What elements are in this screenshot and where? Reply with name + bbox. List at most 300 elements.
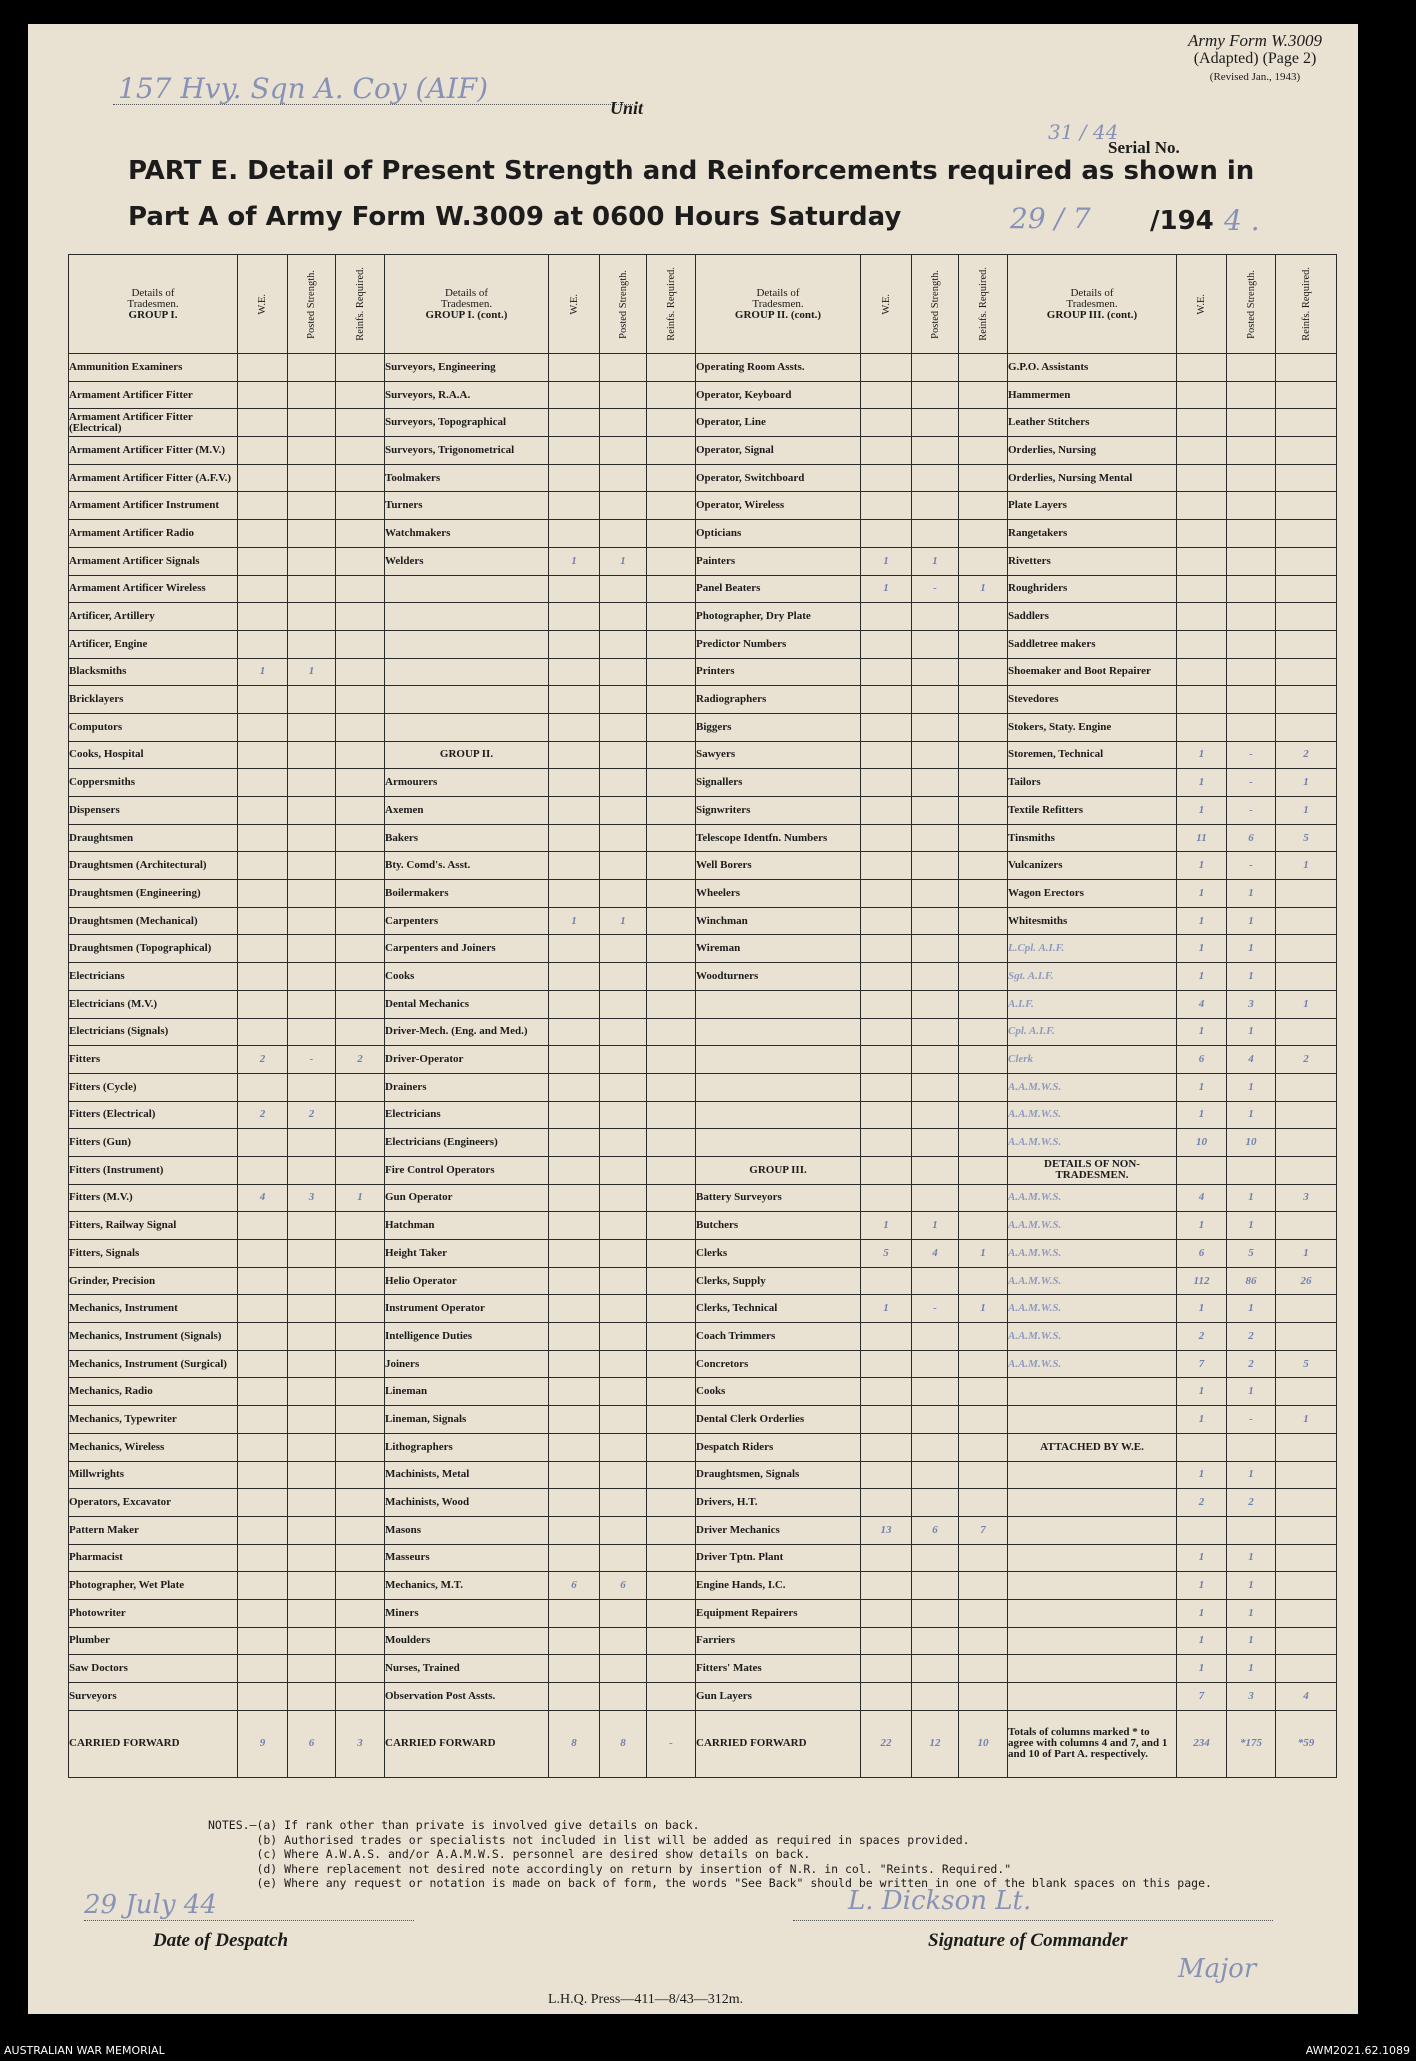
table-row	[69, 1240, 1337, 1268]
trade-label: Fitters' Mates	[696, 1655, 861, 1683]
reinfs-cell	[959, 1433, 1008, 1461]
we-cell	[549, 1599, 600, 1627]
header-text: Posted Strength.	[1245, 269, 1257, 339]
posted-cell	[1227, 713, 1276, 741]
trade-label: Lineman, Signals	[385, 1406, 549, 1434]
reinfs-cell	[959, 1599, 1008, 1627]
header-group-name: GROUP III. (cont.)	[1046, 308, 1138, 321]
reinfs-cell	[959, 1101, 1008, 1129]
table-row	[69, 741, 1337, 769]
we-cell	[549, 852, 600, 880]
we-cell	[861, 520, 912, 548]
trade-label	[696, 1101, 861, 1129]
posted-cell	[912, 1655, 959, 1683]
reinfs-cell	[647, 1572, 696, 1600]
carried-forward-label: CARRIED FORWARD	[696, 1710, 861, 1777]
table-row	[69, 769, 1337, 797]
posted-cell	[288, 852, 336, 880]
trade-label: Armament Artificer Wireless	[69, 575, 238, 603]
we-cell	[549, 1240, 600, 1268]
table-row	[69, 1572, 1337, 1600]
handwritten-note: A.A.M.W.S.	[1008, 1073, 1177, 1101]
posted-cell	[600, 630, 647, 658]
posted-cell: 1	[1227, 1461, 1276, 1489]
reinfs-cell: 1	[1276, 990, 1337, 1018]
reinfs-cell	[959, 520, 1008, 548]
we-cell: 7	[1177, 1683, 1227, 1711]
trade-label: Panel Beaters	[696, 575, 861, 603]
note-line: (d) Where replacement not desired note accordingly on return by insertion of N.R. in col. "Reints. Required."	[208, 1861, 1012, 1876]
we-cell	[861, 1350, 912, 1378]
trade-label: Machinists, Wood	[385, 1489, 549, 1517]
reinfs-cell	[647, 1406, 696, 1434]
reinfs-cell: 2	[336, 1046, 385, 1074]
we-cell	[861, 603, 912, 631]
reinfs-cell	[959, 769, 1008, 797]
trade-label: Fitters, Signals	[69, 1240, 238, 1268]
we-cell	[238, 575, 288, 603]
posted-cell	[288, 769, 336, 797]
trade-label	[385, 658, 549, 686]
posted-cell	[1227, 381, 1276, 409]
trade-label	[1008, 1489, 1177, 1517]
reinfs-cell	[959, 354, 1008, 382]
trade-label: Machinists, Metal	[385, 1461, 549, 1489]
reinfs-cell	[647, 1350, 696, 1378]
we-cell	[861, 1627, 912, 1655]
reinfs-cell	[959, 852, 1008, 880]
reinfs-cell	[336, 1156, 385, 1184]
reinfs-cell	[647, 464, 696, 492]
reinfs-cell	[647, 741, 696, 769]
posted-cell	[600, 464, 647, 492]
posted-cell	[600, 381, 647, 409]
reinfs-cell	[1276, 492, 1337, 520]
reinfs-cell	[336, 797, 385, 825]
table-row	[69, 963, 1337, 991]
we-cell	[549, 658, 600, 686]
posted-cell: 1	[1227, 1101, 1276, 1129]
we-cell	[549, 1350, 600, 1378]
posted-cell	[600, 824, 647, 852]
we-cell: 5	[861, 1240, 912, 1268]
we-cell	[861, 1046, 912, 1074]
we-cell	[238, 1599, 288, 1627]
table-row	[69, 1461, 1337, 1489]
posted-cell	[600, 1129, 647, 1157]
posted-cell: 6	[1227, 824, 1276, 852]
we-cell	[238, 1267, 288, 1295]
trade-label: Height Taker	[385, 1240, 549, 1268]
we-cell: 1	[549, 547, 600, 575]
posted-cell	[600, 1350, 647, 1378]
we-cell	[549, 575, 600, 603]
header-text: Details of	[1070, 286, 1114, 299]
trade-label: Driver-Operator	[385, 1046, 549, 1074]
trade-label: Plate Layers	[1008, 492, 1177, 520]
table-row	[69, 907, 1337, 935]
trade-label: Axemen	[385, 797, 549, 825]
trade-label: Hammermen	[1008, 381, 1177, 409]
table-row	[69, 990, 1337, 1018]
reinfs-cell	[959, 630, 1008, 658]
trade-label: Drivers, H.T.	[696, 1489, 861, 1517]
reinfs-cell	[336, 713, 385, 741]
reinfs-cell	[336, 1599, 385, 1627]
posted-cell	[600, 880, 647, 908]
posted-cell	[1227, 1516, 1276, 1544]
trade-label: Lithographers	[385, 1433, 549, 1461]
posted-cell: 2	[1227, 1350, 1276, 1378]
trade-label: Armament Artificer Fitter (A.F.V.)	[69, 464, 238, 492]
form-ref-line-1: Army Form W.3009	[1188, 31, 1322, 50]
notes-block	[208, 1818, 1212, 1891]
table-row	[69, 464, 1337, 492]
trade-label: Observation Post Assts.	[385, 1683, 549, 1711]
posted-cell	[288, 575, 336, 603]
handwritten-note: A.A.M.W.S.	[1008, 1212, 1177, 1240]
we-cell: 2	[238, 1101, 288, 1129]
trade-label	[385, 686, 549, 714]
posted-cell: 2	[1227, 1323, 1276, 1351]
trade-label: Dental Clerk Orderlies	[696, 1406, 861, 1434]
we-cell	[861, 630, 912, 658]
posted-cell	[912, 1461, 959, 1489]
we-cell	[549, 1544, 600, 1572]
signature-rank-handwritten: Major	[1178, 1954, 1257, 1984]
header-text: W.E.	[1196, 293, 1207, 315]
trade-label: Fitters (Cycle)	[69, 1073, 238, 1101]
trade-label: Grinder, Precision	[69, 1267, 238, 1295]
trade-label	[1008, 1655, 1177, 1683]
posted-cell	[600, 1323, 647, 1351]
table-row	[69, 547, 1337, 575]
table-row	[69, 1129, 1337, 1157]
reinfs-cell	[336, 1683, 385, 1711]
posted-cell	[288, 1350, 336, 1378]
posted-cell: 1	[1227, 1073, 1276, 1101]
handwritten-note: A.A.M.W.S.	[1008, 1267, 1177, 1295]
posted-cell: 3	[1227, 1683, 1276, 1711]
posted-cell	[288, 409, 336, 437]
reinfs-cell	[336, 935, 385, 963]
posted-cell	[912, 1599, 959, 1627]
posted-cell	[600, 575, 647, 603]
reinfs-cell	[647, 963, 696, 991]
note-line: (e) Where any request or notation is made on back of form, the words "See Back" should be written in one of the blank spaces on this page.	[208, 1876, 1212, 1890]
we-cell: 2	[238, 1046, 288, 1074]
header-we	[1177, 255, 1227, 354]
we-cell: 1	[861, 1212, 912, 1240]
posted-cell	[1227, 492, 1276, 520]
we-cell	[549, 464, 600, 492]
reinfs-cell	[959, 1544, 1008, 1572]
we-cell	[861, 713, 912, 741]
posted-cell	[288, 492, 336, 520]
posted-cell: -	[288, 1046, 336, 1074]
reinfs-cell	[647, 1267, 696, 1295]
posted-cell	[912, 1572, 959, 1600]
we-cell	[861, 1184, 912, 1212]
reinfs-cell	[336, 575, 385, 603]
we-cell	[549, 713, 600, 741]
we-cell	[861, 1323, 912, 1351]
we-cell	[549, 1406, 600, 1434]
cf-g2c-we: 22	[861, 1710, 912, 1777]
table-row	[69, 1378, 1337, 1406]
posted-cell: 1	[1227, 880, 1276, 908]
posted-cell: 6	[600, 1572, 647, 1600]
trade-label: Hatchman	[385, 1212, 549, 1240]
trade-label: Draughtsmen (Engineering)	[69, 880, 238, 908]
reinfs-cell	[959, 1350, 1008, 1378]
reinfs-cell	[647, 1599, 696, 1627]
reinfs-cell	[1276, 464, 1337, 492]
posted-cell	[600, 1212, 647, 1240]
trade-label: Farriers	[696, 1627, 861, 1655]
posted-cell	[288, 1433, 336, 1461]
we-cell	[861, 880, 912, 908]
trade-label: Driver Mechanics	[696, 1516, 861, 1544]
table-row	[69, 797, 1337, 825]
we-cell	[549, 963, 600, 991]
reinfs-cell: 1	[1276, 1406, 1337, 1434]
despatch-date-handwritten: 29 July 44	[84, 1890, 217, 1920]
trade-label	[1008, 1461, 1177, 1489]
posted-cell: 4	[1227, 1046, 1276, 1074]
serial-label: Serial No.	[1108, 138, 1180, 157]
trade-label: Armament Artificer Radio	[69, 520, 238, 548]
reinfs-cell	[647, 603, 696, 631]
posted-cell: 4	[912, 1240, 959, 1268]
we-cell	[238, 437, 288, 465]
posted-cell	[288, 963, 336, 991]
reinfs-cell	[647, 354, 696, 382]
reinfs-cell	[336, 1461, 385, 1489]
posted-cell	[288, 907, 336, 935]
posted-cell	[912, 1156, 959, 1184]
reinfs-cell	[336, 520, 385, 548]
table-row	[69, 409, 1337, 437]
header-text: W.E.	[880, 293, 892, 315]
handwritten-note: L.Cpl. A.I.F.	[1008, 935, 1177, 963]
posted-cell	[912, 1350, 959, 1378]
we-cell	[549, 1018, 600, 1046]
reinfs-cell: 26	[1276, 1267, 1337, 1295]
header-reinfs	[336, 255, 385, 354]
posted-cell	[288, 880, 336, 908]
header-text: Details of	[131, 286, 175, 299]
trade-label: Fitters, Railway Signal	[69, 1212, 238, 1240]
reinfs-cell	[1276, 1323, 1337, 1351]
table-row	[69, 1683, 1337, 1711]
reinfs-cell: 5	[1276, 1350, 1337, 1378]
reinfs-cell	[336, 1516, 385, 1544]
we-cell	[238, 1295, 288, 1323]
year-handwritten: 4 .	[1224, 204, 1260, 237]
header-group-3-cont	[1008, 255, 1177, 354]
posted-cell: 1	[600, 547, 647, 575]
table-row	[69, 713, 1337, 741]
we-cell: 1	[1177, 1627, 1227, 1655]
we-cell	[861, 1461, 912, 1489]
posted-cell	[600, 797, 647, 825]
posted-cell	[912, 935, 959, 963]
we-cell: 1	[1177, 1212, 1227, 1240]
header-group-1-cont	[385, 255, 549, 354]
trade-label: Orderlies, Nursing Mental	[1008, 464, 1177, 492]
trade-label: Joiners	[385, 1350, 549, 1378]
we-cell	[238, 547, 288, 575]
we-cell	[549, 1156, 600, 1184]
posted-cell	[600, 1655, 647, 1683]
trade-label: Driver Tptn. Plant	[696, 1544, 861, 1572]
reinfs-cell	[1276, 575, 1337, 603]
table-row	[69, 1599, 1337, 1627]
trade-label: Toolmakers	[385, 464, 549, 492]
we-cell	[861, 464, 912, 492]
trade-label: Telescope Identfn. Numbers	[696, 824, 861, 852]
we-cell	[861, 1433, 912, 1461]
we-cell: 1	[1177, 1655, 1227, 1683]
trade-label: Surveyors, Topographical	[385, 409, 549, 437]
header-text: Reinfs. Required.	[1300, 267, 1312, 341]
we-cell	[238, 963, 288, 991]
trade-label: Rangetakers	[1008, 520, 1177, 548]
posted-cell	[1227, 1433, 1276, 1461]
trade-label: Dispensers	[69, 797, 238, 825]
reinfs-cell	[1276, 658, 1337, 686]
we-cell: 1	[1177, 1544, 1227, 1572]
posted-cell	[912, 1683, 959, 1711]
we-cell	[549, 437, 600, 465]
cf-g1-reinfs: 3	[336, 1710, 385, 1777]
we-cell	[861, 824, 912, 852]
handwritten-note: Clerk	[1008, 1046, 1177, 1074]
reinfs-cell	[647, 437, 696, 465]
cf-g2c-reinfs: 10	[959, 1710, 1008, 1777]
reinfs-cell	[959, 1267, 1008, 1295]
header-posted	[912, 255, 959, 354]
we-cell: 1	[1177, 907, 1227, 935]
reinfs-cell	[336, 1406, 385, 1434]
reinfs-cell: 1	[959, 1240, 1008, 1268]
trade-label: Surveyors, Trigonometrical	[385, 437, 549, 465]
reinfs-cell	[647, 797, 696, 825]
posted-cell	[600, 1378, 647, 1406]
posted-cell: 1	[600, 907, 647, 935]
we-cell: 1	[861, 1295, 912, 1323]
header-posted	[288, 255, 336, 354]
reinfs-cell	[1276, 907, 1337, 935]
trade-label: Coppersmiths	[69, 769, 238, 797]
reinfs-cell	[336, 1073, 385, 1101]
we-cell	[549, 354, 600, 382]
posted-cell	[912, 1433, 959, 1461]
posted-cell	[912, 409, 959, 437]
posted-cell	[600, 354, 647, 382]
signature-label: Signature of Commander	[928, 1930, 1128, 1951]
trade-label: Draughtsmen (Topographical)	[69, 935, 238, 963]
we-cell	[1177, 437, 1227, 465]
we-cell: 4	[238, 1184, 288, 1212]
reinfs-cell: 5	[1276, 824, 1337, 852]
posted-cell: 1	[912, 1212, 959, 1240]
we-cell	[238, 852, 288, 880]
trade-label: Despatch Riders	[696, 1433, 861, 1461]
reinfs-cell	[647, 1046, 696, 1074]
we-cell	[549, 769, 600, 797]
posted-cell	[1227, 464, 1276, 492]
we-cell	[861, 1683, 912, 1711]
table-header-row	[69, 255, 1337, 354]
posted-cell	[912, 824, 959, 852]
reinfs-cell	[647, 1101, 696, 1129]
table-row	[69, 630, 1337, 658]
page-title-line-2: Part A of Army Form W.3009 at 0600 Hours Saturday	[128, 202, 902, 232]
note-line: (c) Where A.W.A.S. and/or A.A.M.W.S. personnel are desired show details on back.	[208, 1847, 811, 1861]
reinfs-cell	[1276, 1129, 1337, 1157]
we-cell: 6	[1177, 1046, 1227, 1074]
posted-cell: 1	[1227, 1655, 1276, 1683]
trade-label: Surveyors, R.A.A.	[385, 381, 549, 409]
we-cell: 1	[1177, 880, 1227, 908]
posted-cell	[288, 1516, 336, 1544]
posted-cell	[600, 1073, 647, 1101]
header-posted	[600, 255, 647, 354]
carried-forward-row	[69, 1710, 1337, 1777]
posted-cell	[288, 354, 336, 382]
trade-label: Draughtsmen (Architectural)	[69, 852, 238, 880]
trade-label	[1008, 1683, 1177, 1711]
we-cell	[238, 1378, 288, 1406]
posted-cell	[912, 1018, 959, 1046]
trade-label: Operator, Keyboard	[696, 381, 861, 409]
handwritten-note: A.A.M.W.S.	[1008, 1323, 1177, 1351]
trade-label: Boilermakers	[385, 880, 549, 908]
we-cell	[238, 354, 288, 382]
posted-cell: -	[1227, 852, 1276, 880]
we-cell	[861, 354, 912, 382]
posted-cell	[1227, 603, 1276, 631]
trade-label: Photographer, Wet Plate	[69, 1572, 238, 1600]
trade-label	[1008, 1406, 1177, 1434]
trade-label: Drainers	[385, 1073, 549, 1101]
signature-line	[793, 1920, 1273, 1921]
trade-label	[1008, 1544, 1177, 1572]
trade-label: Textile Refitters	[1008, 797, 1177, 825]
trade-label: Ammunition Examiners	[69, 354, 238, 382]
posted-cell	[912, 1378, 959, 1406]
we-cell	[549, 1267, 600, 1295]
we-cell	[861, 1156, 912, 1184]
trade-label	[696, 1073, 861, 1101]
posted-cell	[912, 520, 959, 548]
we-cell	[1177, 520, 1227, 548]
table-row	[69, 1489, 1337, 1517]
we-cell	[549, 1516, 600, 1544]
header-reinfs	[647, 255, 696, 354]
posted-cell: -	[912, 1295, 959, 1323]
trade-label	[696, 1018, 861, 1046]
trade-label	[1008, 1572, 1177, 1600]
we-cell	[861, 658, 912, 686]
reinfs-cell	[959, 880, 1008, 908]
trade-label: Miners	[385, 1599, 549, 1627]
we-cell	[549, 1378, 600, 1406]
reinfs-cell	[959, 1156, 1008, 1184]
we-cell	[549, 1433, 600, 1461]
